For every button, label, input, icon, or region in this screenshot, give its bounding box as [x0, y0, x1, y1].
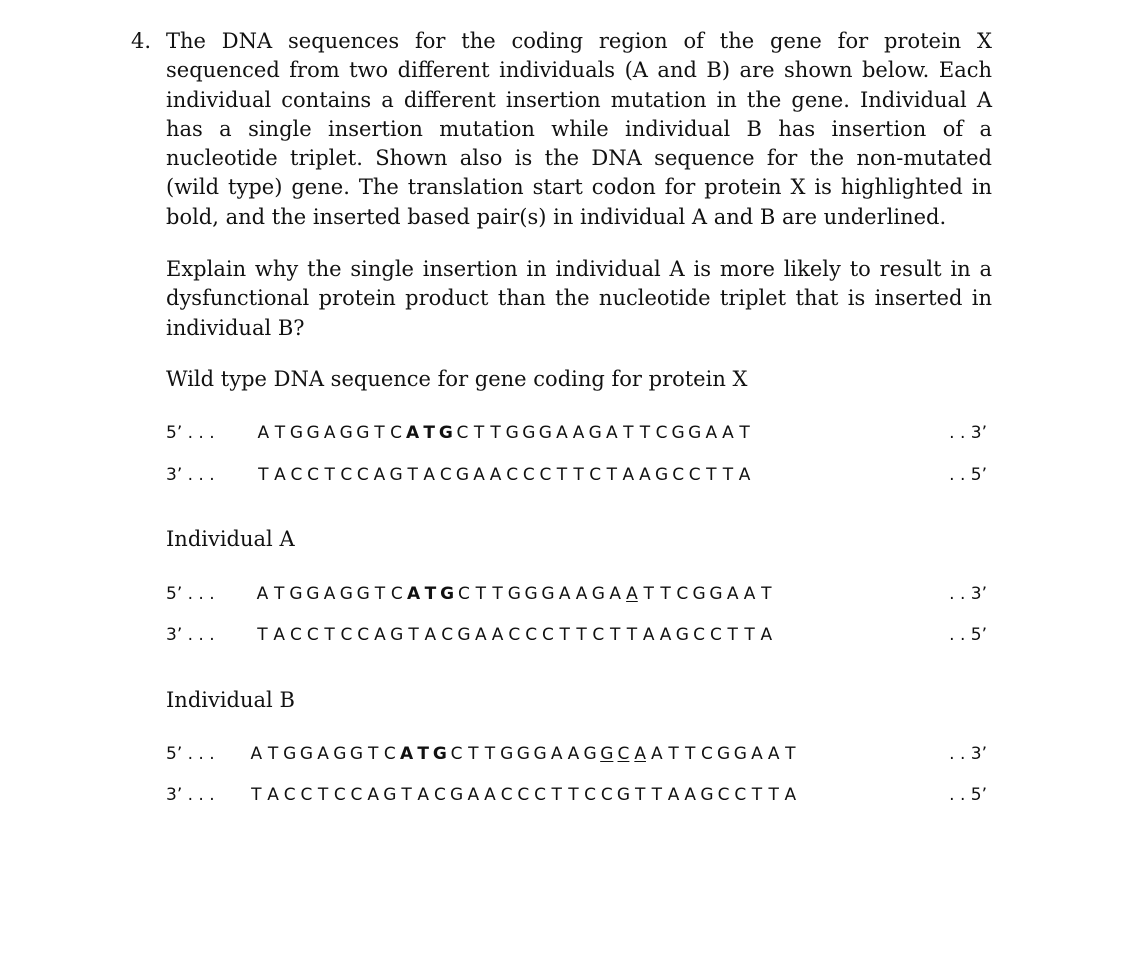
- nucleotide: C: [390, 423, 402, 443]
- nucleotide: T: [490, 423, 501, 443]
- nucleotide: T: [251, 785, 262, 805]
- nucleotide: C: [525, 625, 538, 645]
- nucleotide: G: [541, 584, 555, 604]
- wild-type-heading: Wild type DNA sequence for gene coding for protein X: [166, 367, 748, 391]
- inserted-nucleotide: A: [626, 584, 638, 604]
- nucleotide: C: [709, 625, 722, 645]
- nucleotide: T: [274, 584, 285, 604]
- nucleotide: T: [639, 423, 651, 443]
- nucleotide: T: [407, 465, 418, 485]
- nucleotide: A: [424, 625, 437, 645]
- individual-a-top-strand: [166, 581, 992, 607]
- nucleotide: C: [688, 465, 701, 485]
- nucleotide: A: [784, 785, 797, 805]
- nucleotide: C: [517, 785, 530, 805]
- nucleotide: C: [693, 625, 706, 645]
- nucleotide: C: [700, 744, 713, 764]
- nucleotide: A: [257, 423, 270, 443]
- nucleotide: T: [706, 465, 717, 485]
- strand-bases: [255, 420, 753, 446]
- start-codon-nucleotide: G: [432, 744, 447, 764]
- strand-bases: [255, 462, 753, 488]
- strand-bases: [248, 741, 799, 767]
- nucleotide: G: [507, 584, 521, 604]
- inserted-nucleotide: A: [634, 744, 646, 764]
- nucleotide: A: [722, 423, 734, 443]
- nucleotide: T: [785, 744, 796, 764]
- nucleotide: G: [688, 423, 702, 443]
- individual-b-heading: Individual B: [166, 688, 295, 712]
- start-codon-nucleotide: T: [424, 584, 437, 604]
- nucleotide: G: [709, 584, 723, 604]
- nucleotide: C: [458, 584, 470, 604]
- nucleotide: T: [408, 625, 419, 645]
- strand-left-end: 3’ . . .: [166, 785, 215, 805]
- nucleotide: G: [349, 744, 364, 764]
- nucleotide: C: [333, 785, 346, 805]
- nucleotide: C: [539, 465, 552, 485]
- nucleotide: C: [307, 465, 320, 485]
- nucleotide: C: [350, 785, 363, 805]
- nucleotide: C: [500, 785, 513, 805]
- nucleotide: T: [685, 744, 696, 764]
- nucleotide: C: [676, 584, 689, 604]
- nucleotide: G: [533, 744, 547, 764]
- nucleotide: C: [534, 785, 546, 805]
- nucleotide: T: [660, 584, 671, 604]
- nucleotide: A: [550, 744, 563, 764]
- nucleotide: T: [274, 423, 286, 443]
- nucleotide: T: [324, 625, 335, 645]
- nucleotide: T: [484, 744, 496, 764]
- wild-type-bottom-strand: [166, 462, 992, 488]
- nucleotide: A: [489, 465, 502, 485]
- nucleotide: G: [733, 744, 747, 764]
- nucleotide: T: [576, 625, 587, 645]
- nucleotide: C: [508, 625, 521, 645]
- nucleotide: G: [522, 423, 536, 443]
- nucleotide: A: [250, 744, 263, 764]
- nucleotide: G: [339, 423, 353, 443]
- nucleotide: A: [575, 584, 588, 604]
- start-codon-nucleotide: T: [423, 423, 436, 443]
- nucleotide: G: [583, 744, 597, 764]
- strand-left-end: 5’ . . .: [166, 584, 215, 604]
- nucleotide: A: [417, 785, 430, 805]
- question-prompt-paragraph: Explain why the single insertion in individual A is more likely to result in a dysfunctional protein product than the nucleotide triplet that is inserted in individual B?: [166, 257, 992, 340]
- start-codon-nucleotide: G: [438, 423, 453, 443]
- nucleotide: A: [567, 744, 580, 764]
- nucleotide: A: [743, 584, 756, 604]
- inserted-nucleotide: G: [600, 744, 614, 764]
- nucleotide: C: [584, 785, 597, 805]
- nucleotide: G: [591, 584, 605, 604]
- nucleotide: A: [726, 584, 739, 604]
- nucleotide: G: [675, 625, 689, 645]
- nucleotide: T: [761, 584, 772, 604]
- strand-bases: [248, 782, 799, 808]
- nucleotide: A: [738, 465, 751, 485]
- nucleotide: T: [374, 423, 385, 443]
- nucleotide: T: [643, 584, 654, 604]
- individual-b-top-strand: [166, 741, 992, 767]
- nucleotide: C: [542, 625, 554, 645]
- nucleotide: A: [572, 423, 585, 443]
- nucleotide: T: [751, 785, 763, 805]
- nucleotide: A: [473, 465, 485, 485]
- nucleotide: G: [455, 465, 470, 485]
- nucleotide: A: [256, 584, 269, 604]
- start-codon-nucleotide: T: [417, 744, 430, 764]
- nucleotide: A: [751, 744, 763, 764]
- nucleotide: T: [606, 465, 617, 485]
- wild-type-top-strand: [166, 420, 992, 446]
- nucleotide: G: [700, 785, 714, 805]
- nucleotide: G: [717, 744, 731, 764]
- start-codon-nucleotide: A: [406, 423, 420, 443]
- strand-right-end: . . 5’: [949, 625, 987, 645]
- strand-right-end: . . 3’: [949, 744, 987, 764]
- nucleotide: C: [439, 465, 452, 485]
- nucleotide: G: [390, 625, 404, 645]
- nucleotide: T: [475, 584, 486, 604]
- nucleotide: A: [609, 584, 621, 604]
- strand-right-end: . . 5’: [949, 785, 987, 805]
- nucleotide: G: [588, 423, 602, 443]
- nucleotide: A: [639, 465, 651, 485]
- nucleotide: A: [491, 625, 504, 645]
- nucleotide: G: [516, 744, 530, 764]
- nucleotide: C: [717, 785, 730, 805]
- nucleotide: A: [659, 625, 672, 645]
- nucleotide: A: [484, 785, 496, 805]
- strand-left-end: 3’ . . .: [166, 625, 215, 645]
- nucleotide: G: [289, 584, 303, 604]
- nucleotide: G: [333, 744, 347, 764]
- nucleotide: G: [283, 744, 297, 764]
- nucleotide: C: [357, 625, 370, 645]
- strand-left-end: 5’ . . .: [166, 423, 215, 443]
- nucleotide: G: [289, 423, 304, 443]
- nucleotide: C: [456, 423, 469, 443]
- nucleotide: C: [300, 785, 313, 805]
- nucleotide: G: [306, 584, 320, 604]
- nucleotide: T: [551, 785, 562, 805]
- nucleotide: G: [306, 423, 320, 443]
- nucleotide: C: [506, 465, 519, 485]
- individual-b-bottom-strand: [166, 782, 992, 808]
- nucleotide: C: [450, 744, 463, 764]
- nucleotide: C: [306, 625, 319, 645]
- nucleotide: T: [257, 625, 268, 645]
- nucleotide: T: [651, 785, 663, 805]
- nucleotide: A: [317, 744, 329, 764]
- nucleotide: T: [634, 785, 646, 805]
- nucleotide: A: [622, 465, 635, 485]
- nucleotide: G: [538, 423, 552, 443]
- nucleotide: T: [401, 785, 412, 805]
- nucleotide: C: [734, 785, 747, 805]
- nucleotide: T: [492, 584, 503, 604]
- nucleotide: T: [668, 744, 679, 764]
- nucleotide: A: [684, 785, 697, 805]
- nucleotide: C: [290, 625, 302, 645]
- nucleotide: A: [667, 785, 680, 805]
- nucleotide: T: [568, 785, 579, 805]
- nucleotide: C: [340, 465, 353, 485]
- question-intro-paragraph: The DNA sequences for the coding region of the gene for protein X sequenced from two different individuals (A and B) are shown below. Each individual contains a different insertion mutation in the gene. Individual A has a single insertion mutation while individual B has insertion of a nucleotide triplet. Shown also is the DNA sequence for the non-mutated (wild type) gene. The translation start codon for protein X is highlighted in bold, and the inserted based pair(s) in individual A and B are underlined.: [166, 29, 992, 229]
- nucleotide: A: [274, 465, 286, 485]
- strand-right-end: . . 3’: [949, 584, 987, 604]
- nucleotide: T: [739, 423, 750, 443]
- nucleotide: G: [339, 584, 353, 604]
- individual-a-bottom-strand: [166, 622, 992, 648]
- strand-right-end: . . 5’: [949, 465, 987, 485]
- nucleotide: A: [474, 625, 487, 645]
- nucleotide: G: [450, 785, 464, 805]
- nucleotide: G: [524, 584, 538, 604]
- nucleotide: A: [642, 625, 655, 645]
- nucleotide: T: [267, 744, 279, 764]
- nucleotide: T: [768, 785, 779, 805]
- start-codon-nucleotide: A: [399, 744, 414, 764]
- nucleotide: C: [655, 423, 668, 443]
- start-codon-nucleotide: A: [406, 584, 421, 604]
- nucleotide: A: [767, 744, 780, 764]
- nucleotide: C: [589, 465, 602, 485]
- individual-a-heading: Individual A: [166, 527, 295, 551]
- nucleotide: C: [441, 625, 454, 645]
- nucleotide: T: [727, 625, 738, 645]
- nucleotide: A: [423, 465, 436, 485]
- nucleotide: A: [705, 423, 718, 443]
- nucleotide: T: [556, 465, 568, 485]
- nucleotide: C: [283, 785, 296, 805]
- nucleotide: C: [340, 625, 353, 645]
- nucleotide: C: [600, 785, 613, 805]
- nucleotide: G: [692, 584, 706, 604]
- nucleotide: G: [356, 423, 370, 443]
- nucleotide: C: [383, 744, 396, 764]
- nucleotide: A: [267, 785, 279, 805]
- nucleotide: T: [468, 744, 479, 764]
- nucleotide: G: [299, 744, 313, 764]
- question-number: 4.: [131, 29, 152, 53]
- nucleotide: T: [367, 744, 379, 764]
- nucleotide: G: [505, 423, 519, 443]
- strand-left-end: 5’ . . .: [166, 744, 215, 764]
- strand-left-end: 3’ . . .: [166, 465, 215, 485]
- nucleotide: T: [573, 465, 584, 485]
- nucleotide: G: [616, 785, 631, 805]
- nucleotide: A: [467, 785, 480, 805]
- nucleotide: C: [433, 785, 446, 805]
- nucleotide: A: [651, 744, 663, 764]
- start-codon-nucleotide: G: [440, 584, 455, 604]
- nucleotide: T: [324, 465, 335, 485]
- inserted-nucleotide: C: [617, 744, 630, 764]
- strand-bases: [254, 622, 775, 648]
- nucleotide: T: [317, 785, 329, 805]
- nucleotide: T: [258, 465, 269, 485]
- nucleotide: A: [374, 625, 386, 645]
- nucleotide: T: [626, 625, 638, 645]
- nucleotide: A: [558, 584, 571, 604]
- nucleotide: G: [500, 744, 514, 764]
- nucleotide: C: [592, 625, 605, 645]
- nucleotide: G: [671, 423, 685, 443]
- nucleotide: A: [373, 465, 386, 485]
- nucleotide: C: [672, 465, 685, 485]
- nucleotide: A: [605, 423, 618, 443]
- nucleotide: T: [559, 625, 570, 645]
- nucleotide: T: [609, 625, 621, 645]
- nucleotide: C: [356, 465, 369, 485]
- strand-bases: [254, 581, 775, 607]
- nucleotide: T: [744, 625, 755, 645]
- nucleotide: T: [623, 423, 634, 443]
- nucleotide: G: [389, 465, 403, 485]
- nucleotide: G: [356, 584, 370, 604]
- nucleotide: T: [722, 465, 734, 485]
- nucleotide: C: [290, 465, 303, 485]
- nucleotide: A: [323, 423, 336, 443]
- nucleotide: T: [473, 423, 485, 443]
- nucleotide: A: [760, 625, 773, 645]
- nucleotide: A: [273, 625, 286, 645]
- nucleotide: A: [323, 584, 336, 604]
- nucleotide: C: [522, 465, 535, 485]
- nucleotide: A: [367, 785, 379, 805]
- nucleotide: C: [390, 584, 403, 604]
- nucleotide: G: [654, 465, 669, 485]
- strand-right-end: . . 3’: [949, 423, 987, 443]
- nucleotide: G: [457, 625, 471, 645]
- nucleotide: G: [383, 785, 397, 805]
- nucleotide: T: [374, 584, 386, 604]
- nucleotide: A: [556, 423, 568, 443]
